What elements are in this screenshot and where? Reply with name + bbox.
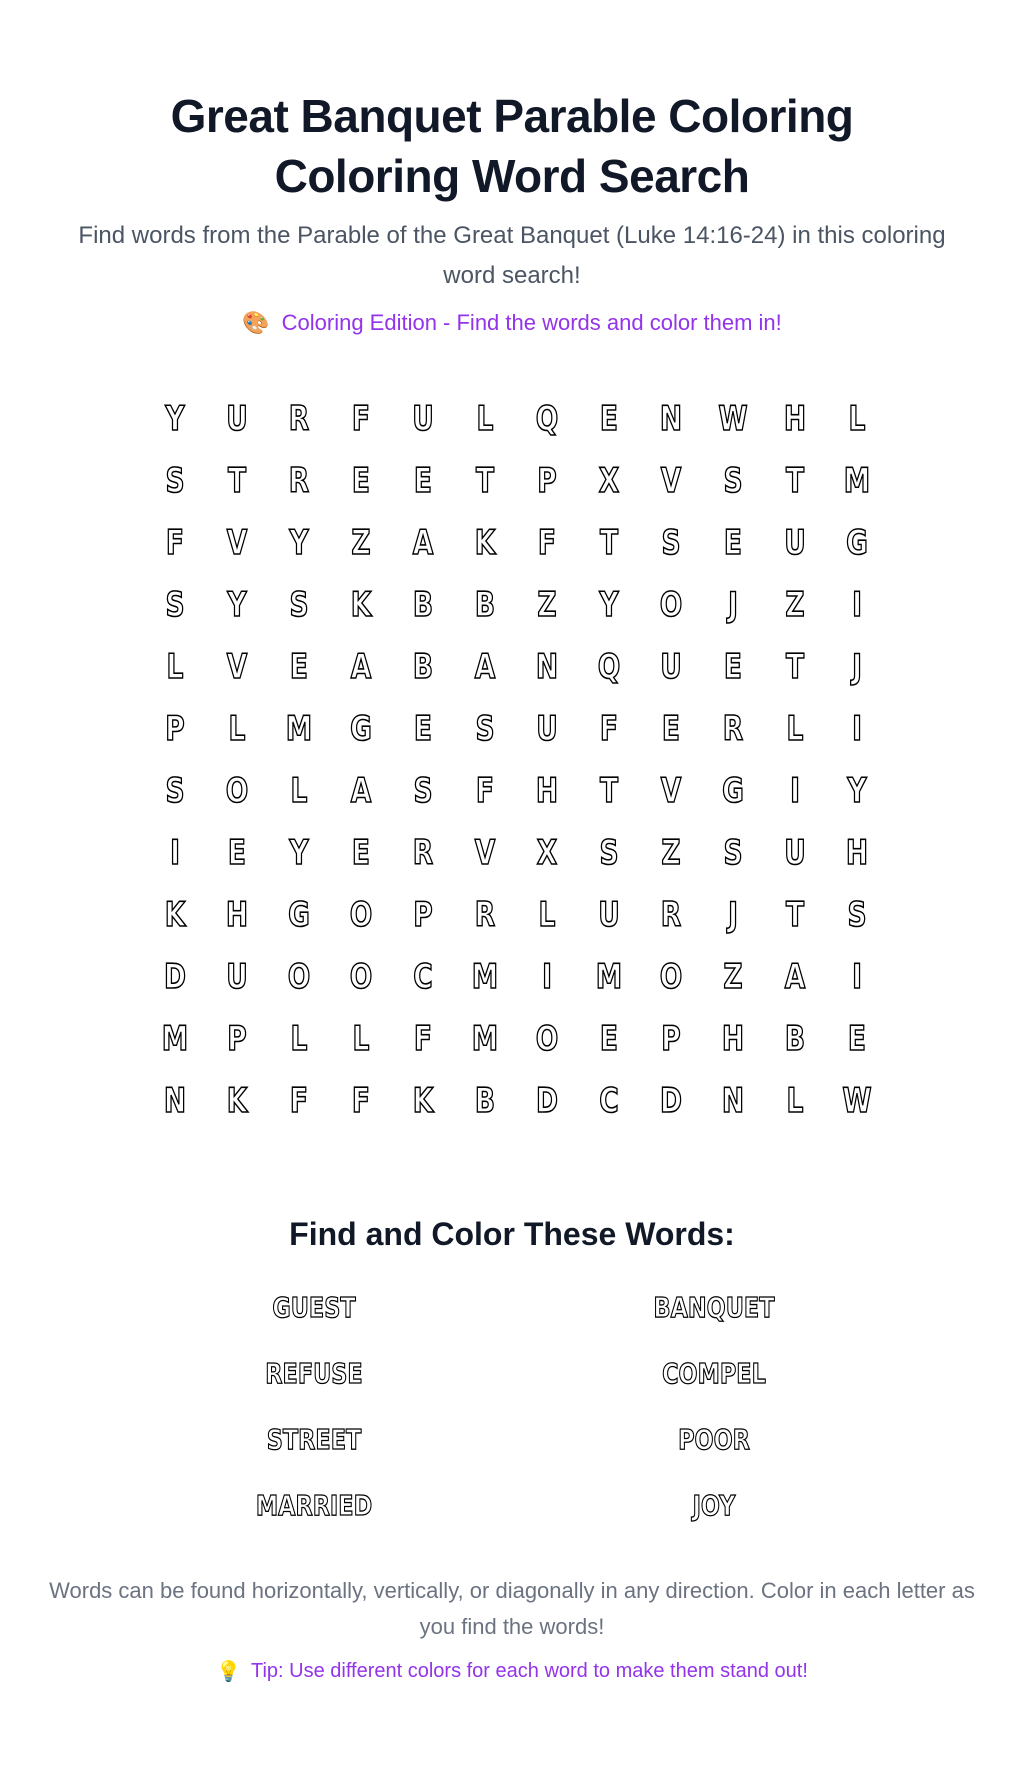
grid-cell[interactable]: P	[165, 709, 185, 749]
tip-text: Tip: Use different colors for each word to make them stand out!	[250, 1660, 808, 1682]
grid-cell[interactable]: B	[474, 585, 496, 625]
grid-cell[interactable]: J	[852, 647, 862, 687]
word-list-item: STREET	[266, 1423, 362, 1456]
grid-cell[interactable]: L	[786, 709, 804, 749]
grid-cell[interactable]: S	[165, 585, 185, 625]
grid-cell[interactable]: Z	[661, 833, 681, 873]
grid-cell[interactable]: R	[288, 399, 310, 439]
grid-cell[interactable]: P	[413, 895, 433, 935]
grid-cell[interactable]: B	[412, 585, 434, 625]
palette-icon: 🎨	[242, 310, 270, 335]
word-list-item: POOR	[678, 1423, 750, 1456]
grid-cell[interactable]: W	[718, 399, 748, 439]
grid-cell[interactable]: J	[728, 585, 738, 625]
grid-cell[interactable]: V	[226, 523, 248, 563]
grid-cell[interactable]: G	[288, 895, 310, 935]
grid-cell[interactable]: K	[474, 523, 496, 563]
tip-banner	[0, 1659, 1024, 1684]
grid-cell[interactable]: R	[412, 833, 434, 873]
grid-cell[interactable]: I	[852, 709, 862, 749]
letter-grid	[8, 388, 1024, 1132]
grid-cell[interactable]: F	[413, 1019, 433, 1059]
grid-cell[interactable]: C	[413, 957, 433, 997]
grid-cell[interactable]: M	[843, 461, 871, 501]
grid-cell[interactable]: M	[471, 957, 499, 997]
grid-cell[interactable]: T	[785, 647, 805, 687]
grid-cell[interactable]: T	[599, 771, 619, 811]
grid-cell[interactable]: U	[412, 399, 434, 439]
grid-cell[interactable]: L	[290, 771, 308, 811]
grid-cell[interactable]: U	[536, 709, 558, 749]
grid-cell[interactable]: X	[598, 461, 620, 501]
grid-cell[interactable]: G	[846, 523, 868, 563]
grid-cell[interactable]: Y	[847, 771, 867, 811]
grid-cell[interactable]: Q	[535, 399, 559, 439]
grid-cell[interactable]: F	[351, 399, 371, 439]
grid-cell[interactable]: O	[287, 957, 311, 997]
grid-cell[interactable]: E	[227, 833, 247, 873]
grid-cell[interactable]: A	[350, 647, 372, 687]
grid-cell[interactable]: Z	[785, 585, 805, 625]
grid-cell[interactable]: K	[164, 895, 186, 935]
grid-cell[interactable]: B	[784, 1019, 806, 1059]
grid-cell[interactable]: G	[350, 709, 372, 749]
grid-cell[interactable]: E	[289, 647, 309, 687]
grid-cell[interactable]: E	[723, 647, 743, 687]
grid-cell[interactable]: T	[227, 461, 247, 501]
grid-cell[interactable]: O	[225, 771, 249, 811]
grid-cell[interactable]: R	[288, 461, 310, 501]
grid-cell[interactable]: E	[351, 833, 371, 873]
grid-cell[interactable]: S	[413, 771, 433, 811]
grid-cell[interactable]: U	[226, 399, 248, 439]
grid-cell[interactable]: V	[226, 647, 248, 687]
grid-cell[interactable]: R	[660, 895, 682, 935]
word-list-item: BANQUET	[653, 1291, 775, 1324]
grid-cell[interactable]: T	[475, 461, 495, 501]
word-list-item: REFUSE	[265, 1357, 363, 1390]
grid-cell[interactable]: H	[845, 833, 869, 873]
grid-cell[interactable]: R	[474, 895, 496, 935]
grid-cell[interactable]: L	[538, 895, 556, 935]
grid-cell[interactable]: M	[161, 1019, 189, 1059]
grid-cell[interactable]: F	[537, 523, 557, 563]
grid-cell[interactable]: B	[412, 647, 434, 687]
grid-cell[interactable]: U	[226, 957, 248, 997]
page-title: Great Banquet Parable Coloring Coloring Word Search	[170, 90, 854, 202]
edition-banner	[0, 310, 1024, 336]
grid-cell[interactable]: A	[350, 771, 372, 811]
grid-cell[interactable]: Y	[289, 523, 309, 563]
grid-cell[interactable]: Z	[723, 957, 743, 997]
grid-cell[interactable]: D	[659, 1081, 683, 1121]
grid-cell[interactable]: O	[659, 957, 683, 997]
grid-cell[interactable]: O	[349, 895, 373, 935]
grid-cell[interactable]: X	[536, 833, 558, 873]
grid-cell[interactable]: C	[599, 1081, 619, 1121]
grid-cell[interactable]: S	[723, 833, 743, 873]
grid-cell[interactable]: S	[289, 585, 309, 625]
grid-cell[interactable]: L	[166, 647, 184, 687]
grid-cell[interactable]: N	[659, 399, 683, 439]
grid-cell[interactable]: N	[163, 1081, 187, 1121]
page-subtitle: Find words from the Parable of the Great Banquet (Luke 14:16-24) in this coloring word search!	[78, 222, 946, 289]
grid-cell[interactable]: E	[723, 523, 743, 563]
grid-cell[interactable]: O	[535, 1019, 559, 1059]
grid-cell[interactable]: P	[661, 1019, 681, 1059]
grid-cell[interactable]: L	[352, 1019, 370, 1059]
grid-cell[interactable]: N	[535, 647, 559, 687]
grid-cell[interactable]: L	[848, 399, 866, 439]
grid-cell[interactable]: E	[599, 1019, 619, 1059]
grid-cell[interactable]: A	[474, 647, 496, 687]
grid-cell[interactable]: S	[475, 709, 495, 749]
grid-cell[interactable]: E	[413, 709, 433, 749]
grid-cell[interactable]: E	[413, 461, 433, 501]
grid-cell[interactable]: I	[852, 957, 862, 997]
word-list-item: GUEST	[272, 1291, 356, 1324]
grid-cell[interactable]: S	[165, 461, 185, 501]
grid-cell[interactable]: M	[595, 957, 623, 997]
grid-cell[interactable]: U	[598, 895, 620, 935]
grid-cell[interactable]: L	[476, 399, 494, 439]
grid-cell[interactable]: H	[721, 1019, 745, 1059]
grid-cell[interactable]: T	[599, 523, 619, 563]
grid-cell[interactable]: N	[721, 1081, 745, 1121]
grid-cell[interactable]: Y	[289, 833, 309, 873]
grid-cell[interactable]: A	[412, 523, 434, 563]
grid-cell[interactable]: E	[351, 461, 371, 501]
grid-cell[interactable]: F	[351, 1081, 371, 1121]
grid-cell[interactable]: E	[847, 1019, 867, 1059]
grid-cell[interactable]: I	[852, 585, 862, 625]
grid-cell[interactable]: H	[535, 771, 559, 811]
grid-cell[interactable]: U	[660, 647, 682, 687]
grid-cell[interactable]: Y	[599, 585, 619, 625]
grid-cell[interactable]: T	[785, 461, 805, 501]
grid-cell[interactable]: K	[226, 1081, 248, 1121]
grid-cell[interactable]: P	[227, 1019, 247, 1059]
grid-cell[interactable]: I	[170, 833, 180, 873]
grid-cell[interactable]: Y	[165, 399, 185, 439]
grid-cell[interactable]: V	[660, 771, 682, 811]
grid-cell[interactable]: Y	[227, 585, 247, 625]
grid-cell[interactable]: Z	[537, 585, 557, 625]
edition-text: Coloring Edition - Find the words and color them in!	[281, 310, 782, 335]
grid-cell[interactable]: S	[599, 833, 619, 873]
grid-cell[interactable]: M	[285, 709, 313, 749]
grid-cell[interactable]: E	[661, 709, 681, 749]
grid-cell[interactable]: L	[786, 1081, 804, 1121]
lightbulb-icon: 💡	[216, 1661, 241, 1683]
grid-cell[interactable]: W	[842, 1081, 872, 1121]
grid-cell[interactable]: L	[228, 709, 246, 749]
grid-cell[interactable]: I	[542, 957, 552, 997]
grid-cell[interactable]: V	[660, 461, 682, 501]
grid-cell[interactable]: O	[659, 585, 683, 625]
grid-cell[interactable]: F	[599, 709, 619, 749]
grid-cell[interactable]: H	[783, 399, 807, 439]
grid-cell[interactable]: P	[537, 461, 557, 501]
grid-cell[interactable]: R	[722, 709, 744, 749]
grid-cell[interactable]: I	[790, 771, 800, 811]
grid-cell[interactable]: E	[599, 399, 619, 439]
grid-cell[interactable]: Q	[597, 647, 621, 687]
grid-cell[interactable]: D	[535, 1081, 559, 1121]
grid-cell[interactable]: S	[847, 895, 867, 935]
grid-cell[interactable]: K	[412, 1081, 434, 1121]
grid-cell[interactable]: F	[165, 523, 185, 563]
grid-cell[interactable]: J	[728, 895, 738, 935]
word-list-item: JOY	[692, 1489, 736, 1522]
grid-cell[interactable]: F	[475, 771, 495, 811]
grid-cell[interactable]: F	[289, 1081, 309, 1121]
grid-cell[interactable]: U	[784, 523, 806, 563]
grid-cell[interactable]: K	[350, 585, 372, 625]
word-list-title: Find and Color These Words:	[289, 1216, 735, 1252]
grid-cell[interactable]: L	[290, 1019, 308, 1059]
grid-cell[interactable]: M	[471, 1019, 499, 1059]
word-list-item: COMPEL	[662, 1357, 766, 1390]
grid-cell[interactable]: D	[163, 957, 187, 997]
grid-cell[interactable]: V	[474, 833, 496, 873]
grid-cell[interactable]: T	[785, 895, 805, 935]
grid-cell[interactable]: H	[225, 895, 249, 935]
grid-cell[interactable]: U	[784, 833, 806, 873]
grid-cell[interactable]: S	[165, 771, 185, 811]
grid-cell[interactable]: G	[722, 771, 744, 811]
grid-cell[interactable]: Z	[351, 523, 371, 563]
instructions-text: Words can be found horizontally, vertically, or diagonally in any direction. Color in each letter as you find the words!	[49, 1578, 975, 1639]
grid-cell[interactable]: A	[784, 957, 806, 997]
grid-cell[interactable]: B	[474, 1081, 496, 1121]
word-list-item: MARRIED	[255, 1489, 373, 1522]
word-list	[4, 1289, 1024, 1525]
grid-cell[interactable]: S	[661, 523, 681, 563]
grid-cell[interactable]: S	[723, 461, 743, 501]
grid-cell[interactable]: O	[349, 957, 373, 997]
